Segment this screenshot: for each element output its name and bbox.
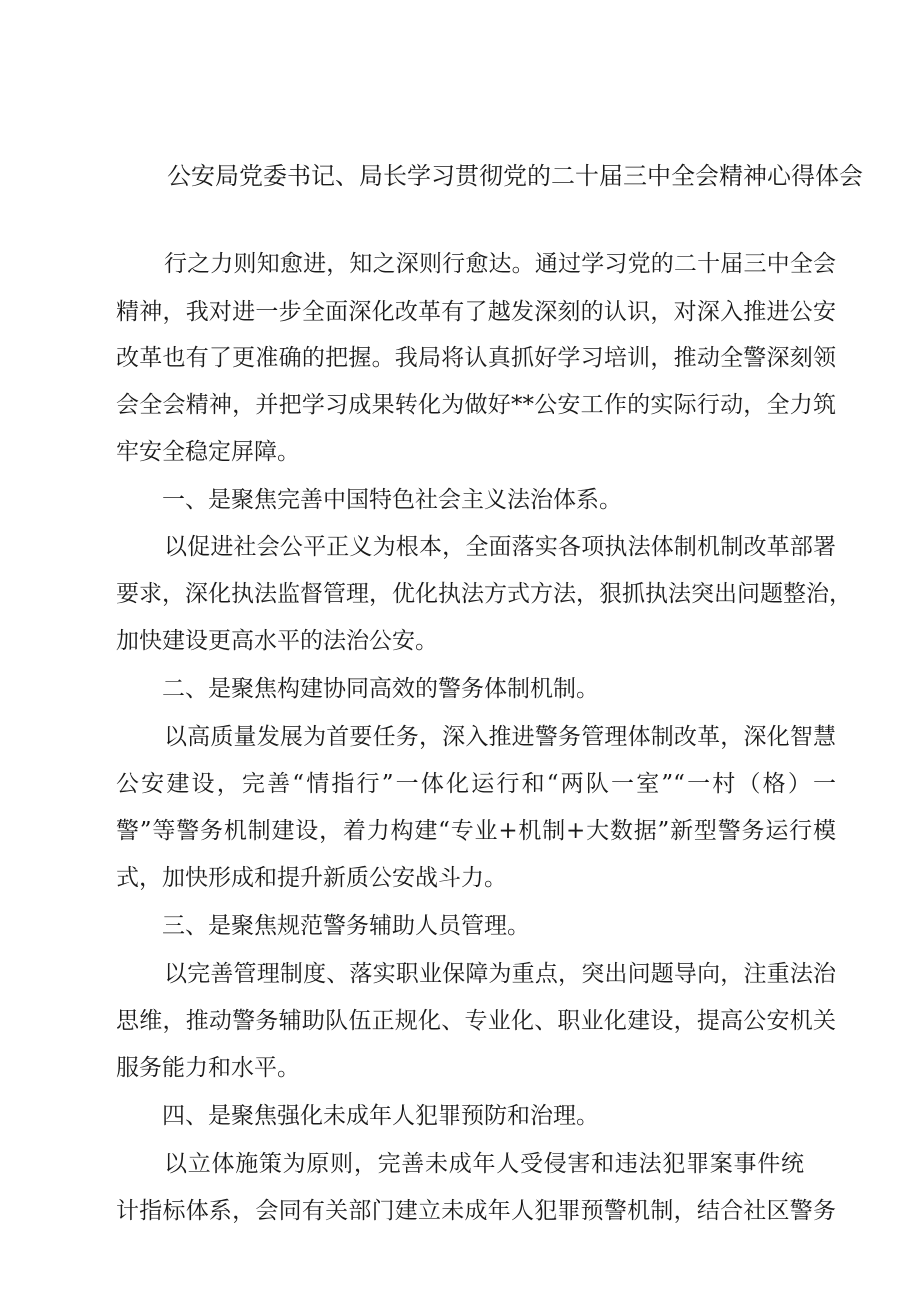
intro-line-2: 精神，我对进一步全面深化改革有了越发深刻的认识，对深入推进公安 — [116, 299, 836, 325]
section-1-line-1: 以促进社会公平正义为根本，全面落实各项执法体制机制改革部署 — [164, 534, 836, 560]
section-3-line-2: 思维，推动警务辅助队伍正规化、专业化、职业化建设，提高公安机关 — [116, 1008, 836, 1034]
section-2-line-4: 式，加快形成和提升新质公安战斗力。 — [116, 865, 507, 891]
section-1-line-3: 加快建设更高水平的法治公安。 — [116, 628, 438, 654]
intro-line-1: 行之力则知愈进，知之深则行愈达。通过学习党的二十届三中全会 — [164, 251, 836, 277]
section-2-line-3: 警”等警务机制建设，着力构建“专业+机制+大数据”新型警务运行模 — [116, 818, 836, 844]
section-4-line-2: 计指标体系，会同有关部门建立未成年人犯罪预警机制，结合社区警务 — [116, 1198, 836, 1224]
section-3-line-1: 以完善管理制度、落实职业保障为重点，突出问题导向，注重法治 — [164, 961, 836, 987]
section-4-line-1: 以立体施策为原则，完善未成年人受侵害和违法犯罪案事件统 — [164, 1151, 804, 1177]
section-heading-2: 二、是聚焦构建协同高效的警务体制机制。 — [162, 676, 599, 702]
section-heading-3: 三、是聚焦规范警务辅助人员管理。 — [162, 913, 530, 939]
document-title: 公安局党委书记、局长学习贯彻党的二十届三中全会精神心得体会 — [167, 162, 863, 190]
section-heading-1: 一、是聚焦完善中国特色社会主义法治体系。 — [162, 487, 622, 513]
section-3-line-3: 服务能力和水平。 — [116, 1055, 300, 1081]
section-2-line-2: 公安建设，完善“情指行”一体化运行和“两队一室”“一村（格）一 — [116, 771, 836, 797]
intro-line-5: 牢安全稳定屏障。 — [116, 439, 300, 465]
section-1-line-2: 要求，深化执法监督管理，优化执法方式方法，狠抓执法突出问题整治， — [116, 581, 852, 607]
section-heading-4: 四、是聚焦强化未成年人犯罪预防和治理。 — [162, 1103, 599, 1129]
intro-line-4: 会全会精神，并把学习成果转化为做好**公安工作的实际行动，全力筑 — [116, 392, 836, 418]
intro-line-3: 改革也有了更准确的把握。我局将认真抓好学习培训，推动全警深刻领 — [116, 345, 836, 371]
section-2-line-1: 以高质量发展为首要任务，深入推进警务管理体制改革，深化智慧 — [164, 724, 836, 750]
